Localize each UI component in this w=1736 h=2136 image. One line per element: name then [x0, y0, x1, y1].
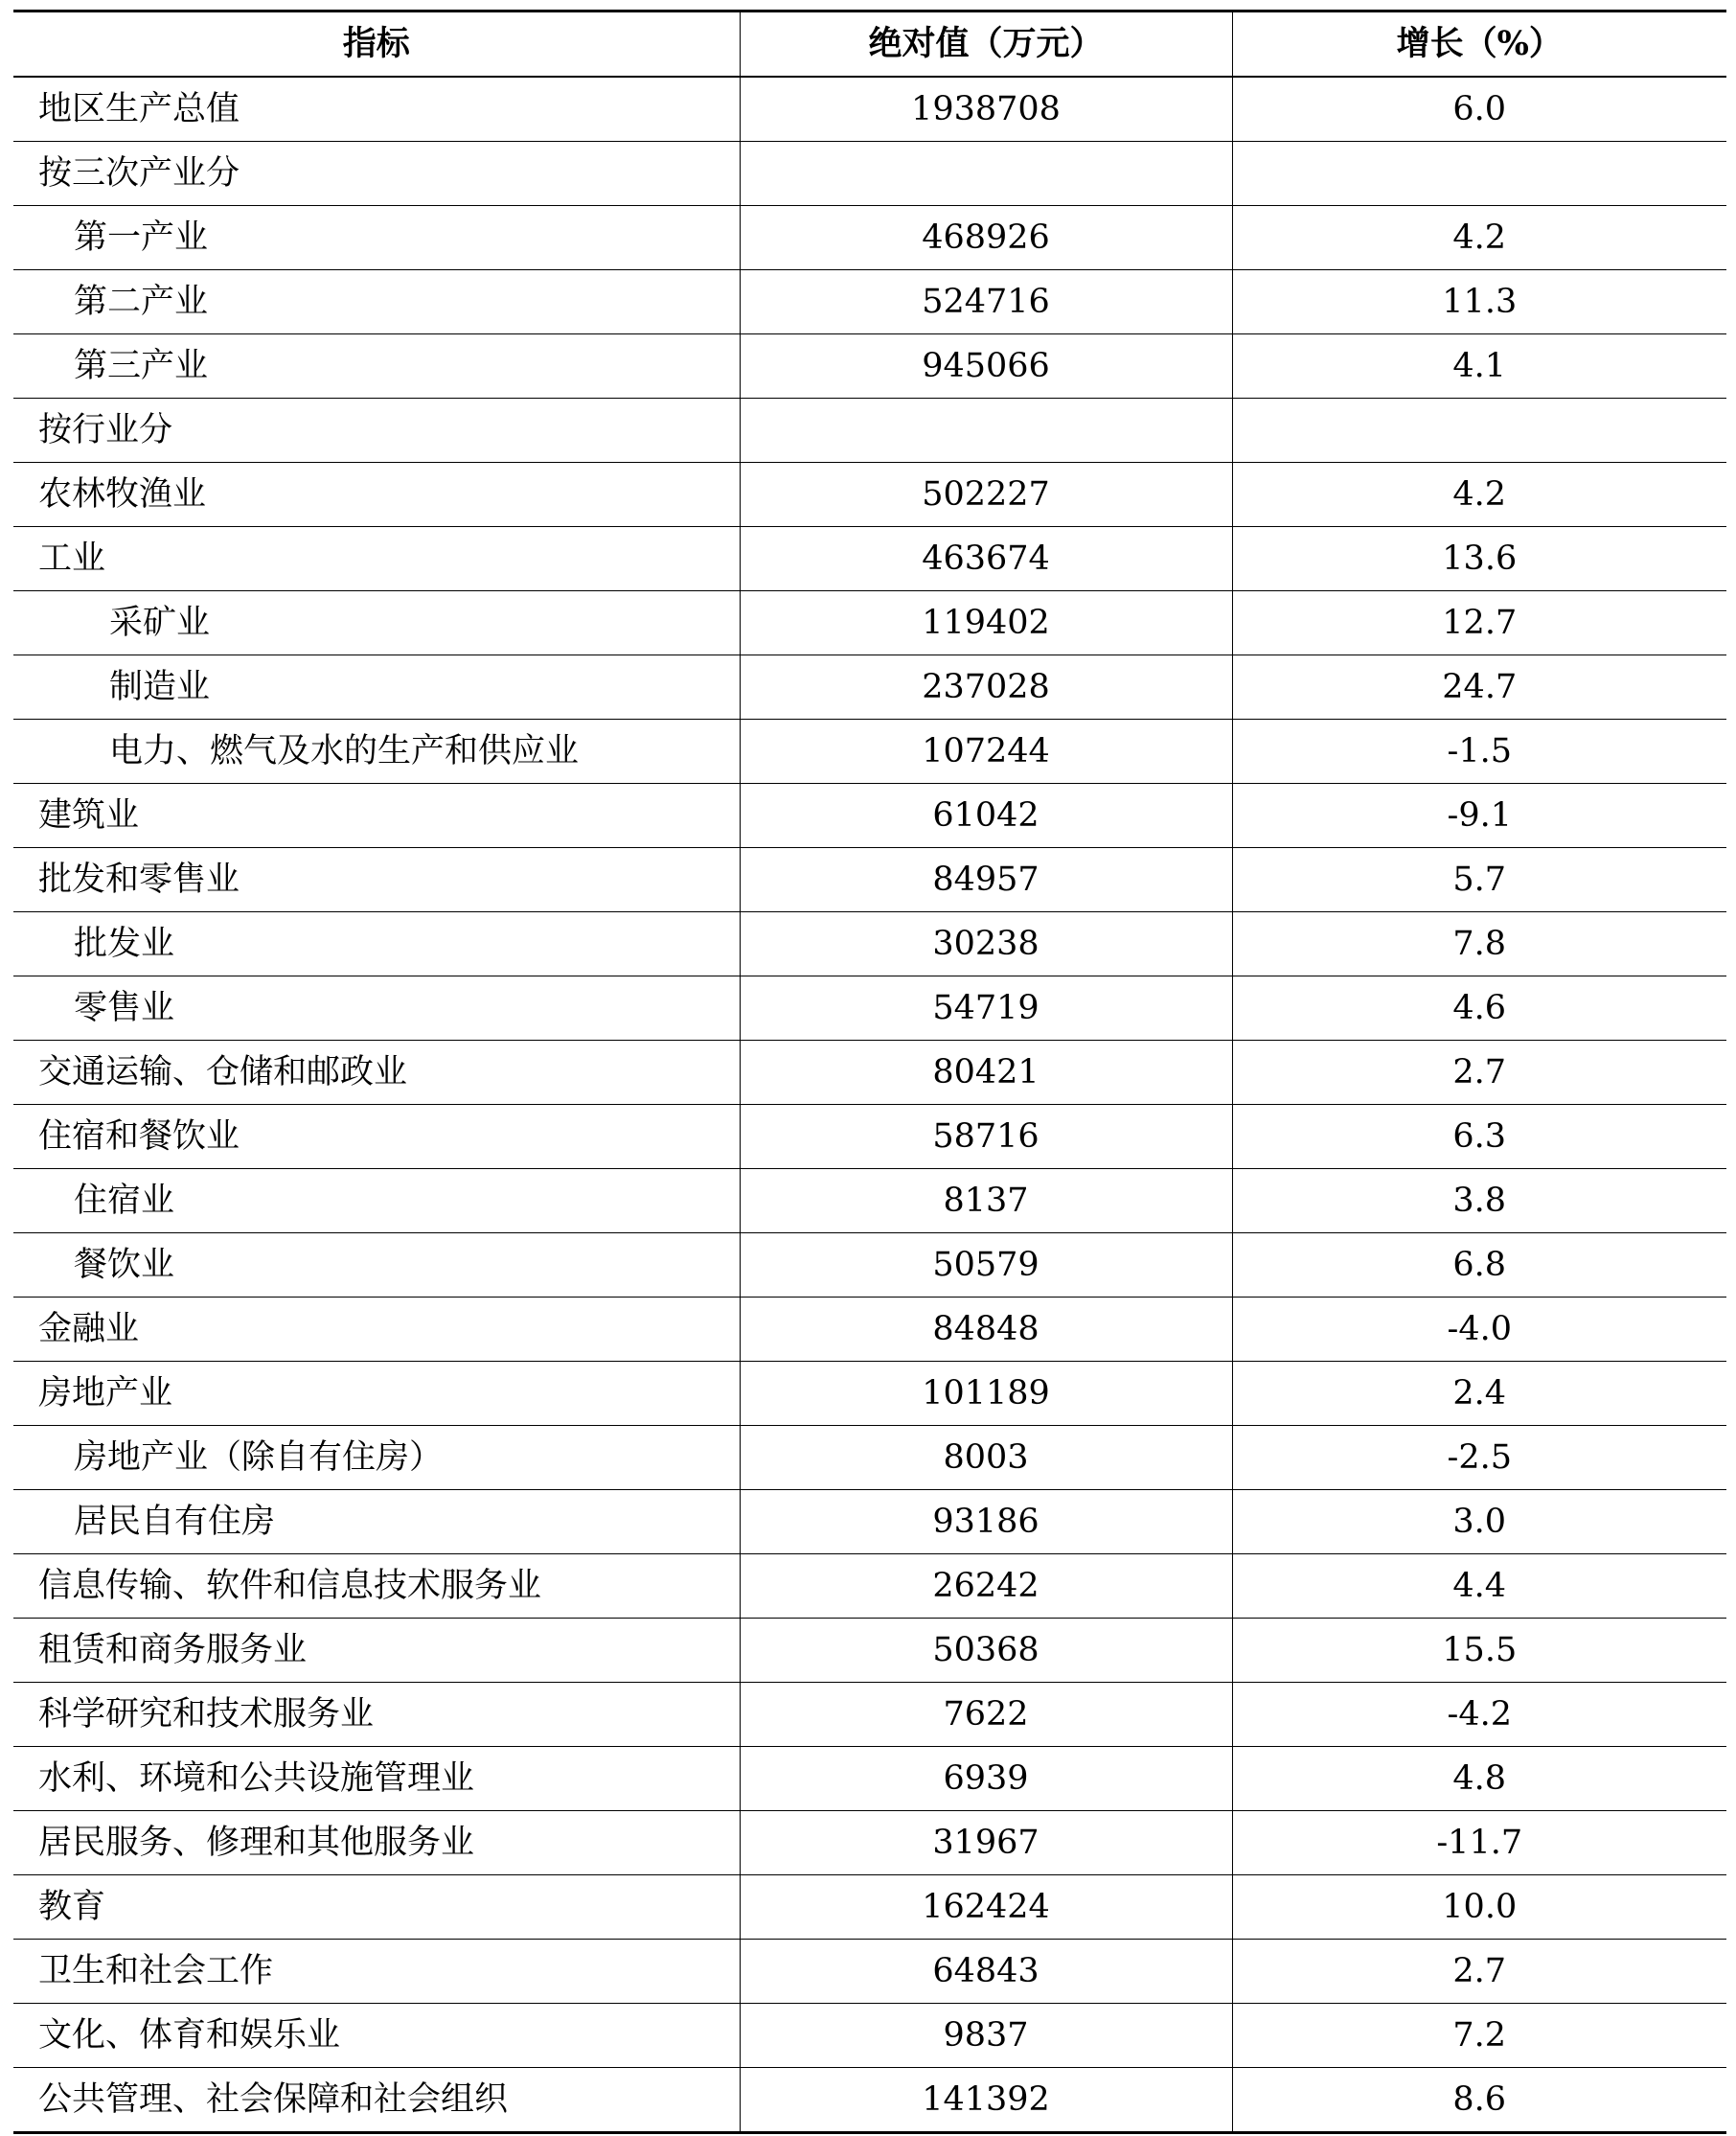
row-absolute-value: 162424	[740, 1875, 1232, 1940]
table-row	[13, 1169, 1726, 1233]
row-absolute-value: 8137	[740, 1169, 1232, 1233]
row-label: 住宿和餐饮业	[13, 1105, 740, 1169]
row-absolute-value	[740, 142, 1232, 206]
row-label: 交通运输、仓储和邮政业	[13, 1041, 740, 1105]
table-row	[13, 2068, 1726, 2133]
row-growth: -9.1	[1232, 784, 1726, 848]
row-label: 批发业	[13, 912, 740, 976]
row-absolute-value: 9837	[740, 2004, 1232, 2068]
table-row	[13, 1811, 1726, 1875]
row-absolute-value: 6939	[740, 1747, 1232, 1811]
row-growth: -1.5	[1232, 720, 1726, 784]
row-label: 租赁和商务服务业	[13, 1619, 740, 1683]
row-label: 零售业	[13, 976, 740, 1041]
header-growth: 增长（%）	[1232, 11, 1726, 78]
row-label: 房地产业（除自有住房）	[13, 1426, 740, 1490]
row-growth: 2.4	[1232, 1362, 1726, 1426]
row-absolute-value: 54719	[740, 976, 1232, 1041]
row-absolute-value: 30238	[740, 912, 1232, 976]
table-row	[13, 527, 1726, 591]
row-absolute-value: 8003	[740, 1426, 1232, 1490]
row-absolute-value: 58716	[740, 1105, 1232, 1169]
table-row	[13, 463, 1726, 527]
row-absolute-value: 50368	[740, 1619, 1232, 1683]
row-absolute-value: 141392	[740, 2068, 1232, 2133]
table-row	[13, 1747, 1726, 1811]
table-body	[13, 77, 1726, 2133]
row-growth: 6.0	[1232, 77, 1726, 142]
row-growth: 4.4	[1232, 1554, 1726, 1619]
row-label: 工业	[13, 527, 740, 591]
row-label: 教育	[13, 1875, 740, 1940]
table-row	[13, 784, 1726, 848]
row-growth: 4.2	[1232, 463, 1726, 527]
row-absolute-value: 50579	[740, 1233, 1232, 1298]
table-row	[13, 591, 1726, 655]
row-growth: 4.6	[1232, 976, 1726, 1041]
table-row	[13, 1490, 1726, 1554]
row-label: 电力、燃气及水的生产和供应业	[13, 720, 740, 784]
table-row	[13, 1298, 1726, 1362]
row-absolute-value: 463674	[740, 527, 1232, 591]
row-growth: 4.1	[1232, 334, 1726, 399]
row-absolute-value: 945066	[740, 334, 1232, 399]
row-absolute-value: 1938708	[740, 77, 1232, 142]
table-row	[13, 1041, 1726, 1105]
table-row	[13, 1105, 1726, 1169]
row-label: 房地产业	[13, 1362, 740, 1426]
table-row	[13, 206, 1726, 270]
row-growth: -4.2	[1232, 1683, 1726, 1747]
table-row	[13, 655, 1726, 720]
row-absolute-value: 237028	[740, 655, 1232, 720]
row-growth: 13.6	[1232, 527, 1726, 591]
row-absolute-value: 7622	[740, 1683, 1232, 1747]
row-absolute-value: 93186	[740, 1490, 1232, 1554]
row-label: 批发和零售业	[13, 848, 740, 912]
row-growth: 3.0	[1232, 1490, 1726, 1554]
row-growth: 12.7	[1232, 591, 1726, 655]
table-row	[13, 142, 1726, 206]
row-label: 地区生产总值	[13, 77, 740, 142]
table-row	[13, 1426, 1726, 1490]
row-label: 信息传输、软件和信息技术服务业	[13, 1554, 740, 1619]
row-label: 按三次产业分	[13, 142, 740, 206]
table-row	[13, 1233, 1726, 1298]
table-row	[13, 270, 1726, 334]
row-absolute-value: 80421	[740, 1041, 1232, 1105]
row-label: 文化、体育和娱乐业	[13, 2004, 740, 2068]
row-label: 居民自有住房	[13, 1490, 740, 1554]
row-growth: 2.7	[1232, 1940, 1726, 2004]
table-row	[13, 1683, 1726, 1747]
row-label: 第一产业	[13, 206, 740, 270]
table-row	[13, 848, 1726, 912]
table-row	[13, 399, 1726, 463]
header-row	[13, 11, 1726, 78]
row-growth: 8.6	[1232, 2068, 1726, 2133]
row-absolute-value: 468926	[740, 206, 1232, 270]
row-growth: 7.8	[1232, 912, 1726, 976]
row-growth: 3.8	[1232, 1169, 1726, 1233]
row-label: 水利、环境和公共设施管理业	[13, 1747, 740, 1811]
table-row	[13, 720, 1726, 784]
row-label: 第三产业	[13, 334, 740, 399]
table-row	[13, 2004, 1726, 2068]
table-row	[13, 1619, 1726, 1683]
table-header	[13, 11, 1726, 78]
row-absolute-value: 31967	[740, 1811, 1232, 1875]
header-indicator: 指标	[13, 11, 740, 78]
row-growth: 7.2	[1232, 2004, 1726, 2068]
row-absolute-value: 101189	[740, 1362, 1232, 1426]
row-growth: 6.3	[1232, 1105, 1726, 1169]
row-label: 金融业	[13, 1298, 740, 1362]
row-label: 按行业分	[13, 399, 740, 463]
row-absolute-value: 26242	[740, 1554, 1232, 1619]
table-row	[13, 77, 1726, 142]
row-growth: -11.7	[1232, 1811, 1726, 1875]
row-growth	[1232, 142, 1726, 206]
gdp-table	[13, 10, 1726, 2134]
table-row	[13, 1875, 1726, 1940]
row-absolute-value: 84848	[740, 1298, 1232, 1362]
row-growth: 4.2	[1232, 206, 1726, 270]
row-label: 制造业	[13, 655, 740, 720]
row-label: 公共管理、社会保障和社会组织	[13, 2068, 740, 2133]
row-growth: 2.7	[1232, 1041, 1726, 1105]
row-growth: 10.0	[1232, 1875, 1726, 1940]
table-row	[13, 976, 1726, 1041]
row-label: 第二产业	[13, 270, 740, 334]
row-label: 建筑业	[13, 784, 740, 848]
header-absolute-value: 绝对值（万元）	[740, 11, 1232, 78]
gdp-table-container	[13, 10, 1726, 2134]
row-label: 住宿业	[13, 1169, 740, 1233]
table-row	[13, 334, 1726, 399]
table-row	[13, 1362, 1726, 1426]
row-growth: 24.7	[1232, 655, 1726, 720]
row-label: 卫生和社会工作	[13, 1940, 740, 2004]
row-label: 采矿业	[13, 591, 740, 655]
row-growth: -4.0	[1232, 1298, 1726, 1362]
table-row	[13, 912, 1726, 976]
row-growth: -2.5	[1232, 1426, 1726, 1490]
row-absolute-value: 119402	[740, 591, 1232, 655]
table-row	[13, 1940, 1726, 2004]
row-absolute-value: 61042	[740, 784, 1232, 848]
table-row	[13, 1554, 1726, 1619]
row-growth: 6.8	[1232, 1233, 1726, 1298]
row-label: 科学研究和技术服务业	[13, 1683, 740, 1747]
row-absolute-value: 107244	[740, 720, 1232, 784]
row-absolute-value	[740, 399, 1232, 463]
row-growth	[1232, 399, 1726, 463]
row-label: 农林牧渔业	[13, 463, 740, 527]
row-growth: 5.7	[1232, 848, 1726, 912]
row-label: 餐饮业	[13, 1233, 740, 1298]
row-growth: 4.8	[1232, 1747, 1726, 1811]
row-absolute-value: 524716	[740, 270, 1232, 334]
row-growth: 15.5	[1232, 1619, 1726, 1683]
row-absolute-value: 84957	[740, 848, 1232, 912]
row-absolute-value: 502227	[740, 463, 1232, 527]
row-label: 居民服务、修理和其他服务业	[13, 1811, 740, 1875]
row-growth: 11.3	[1232, 270, 1726, 334]
row-absolute-value: 64843	[740, 1940, 1232, 2004]
